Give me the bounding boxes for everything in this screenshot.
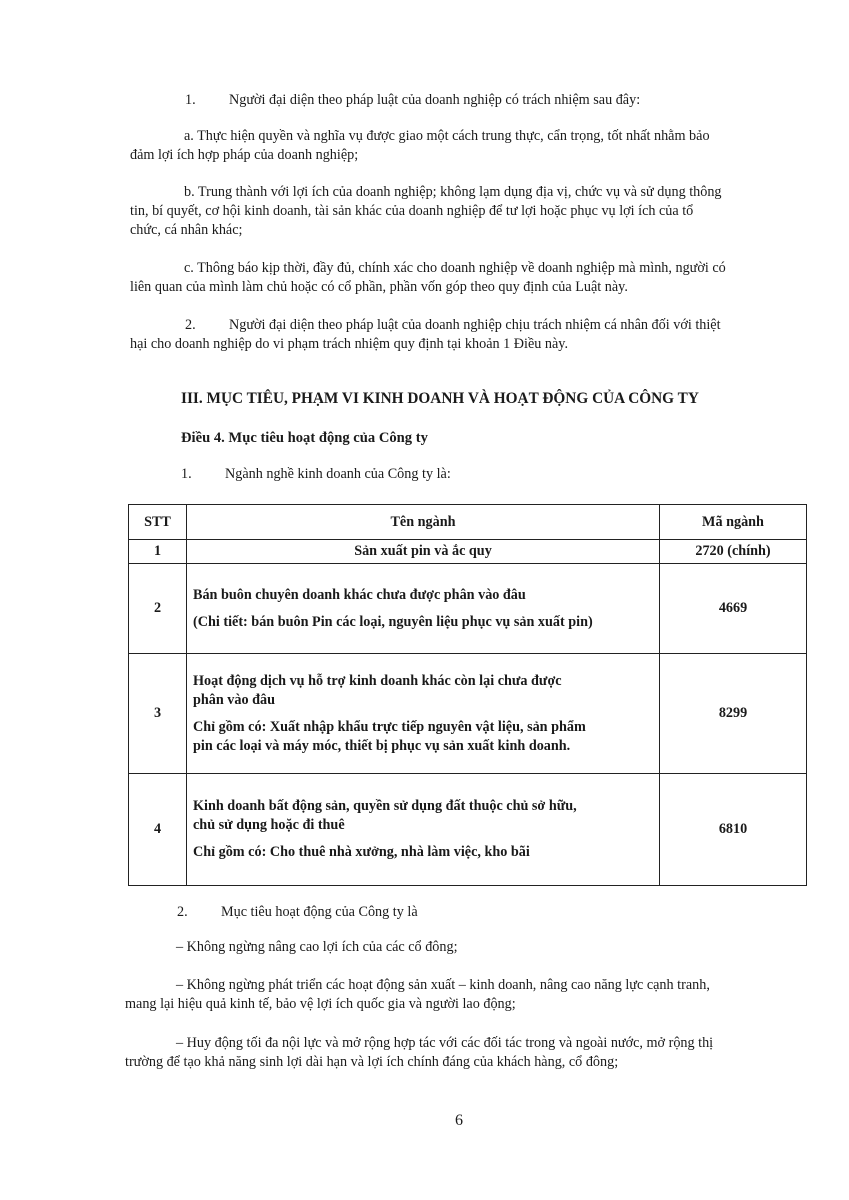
row-name-cell [187,654,660,774]
table-row [129,540,807,564]
row-name-line1: Kinh doanh bất động sản, quyền sử dụng đất thuộc chủ sở hữu, [193,798,577,814]
clause-number: 2. [185,317,196,333]
clause-item-a-line2: đảm lợi ích hợp pháp của doanh nghiệp; [130,147,359,163]
row-stt: 2 [129,564,187,654]
clause-item-b-line1: b. Trung thành với lợi ích của doanh nghiệp; không lạm dụng địa vị, chức vụ và sử dụng thông [184,184,722,200]
clause-text: Mục tiêu hoạt động của Công ty là [221,904,418,920]
table-row [129,774,807,886]
clause-item-b-line2: tin, bí quyết, cơ hội kinh doanh, tài sản khác của doanh nghiệp để tư lợi hoặc phục vụ lợi ích của tổ [130,203,694,219]
row-name: Bán buôn chuyên doanh khác chưa được phân vào đâu [193,586,526,603]
objective-3-line2: trường để tạo khả năng sinh lợi dài hạn và lợi ích chính đáng của khách hàng, cổ đông; [125,1054,619,1070]
clause-text: Người đại diện theo pháp luật của doanh nghiệp chịu trách nhiệm cá nhân đối với thiệt [229,317,721,333]
clause-number: 2. [177,904,188,920]
objective-2-line2: mang lại hiệu quả kinh tế, bảo vệ lợi ích quốc gia và người lao động; [125,996,516,1012]
row-code: 8299 [660,654,807,774]
row-name-cell [187,774,660,886]
row-name-line2: chủ sử dụng hoặc đi thuê [193,817,345,833]
row-detail: (Chi tiết: bán buôn Pin các loại, nguyên liệu phục vụ sản xuất pin) [193,613,593,630]
row-detail-line1: Chỉ gồm có: Xuất nhập khẩu trực tiếp nguyên vật liệu, sản phẩm [193,718,586,735]
clause-number: 1. [185,92,196,108]
objective-3-line1: – Huy động tối đa nội lực và mở rộng hợp tác với các đối tác trong và ngoài nước, mở rộng thị [176,1035,714,1051]
row-stt: 3 [129,654,187,774]
clause-text: Ngành nghề kinh doanh của Công ty là: [225,466,451,482]
row-name-line1: Hoạt động dịch vụ hỗ trợ kinh doanh khác còn lại chưa được [193,672,562,689]
header-stt: STT [129,505,187,540]
header-code: Mã ngành [660,505,807,540]
article-heading: Điều 4. Mục tiêu hoạt động của Công ty [181,430,428,446]
objectives-intro [177,903,418,922]
row-stt: 4 [129,774,187,886]
row-name: Sản xuất pin và ắc quy [187,540,660,564]
clause-text: Người đại diện theo pháp luật của doanh nghiệp có trách nhiệm sau đây: [229,92,641,108]
row-name-cell [187,564,660,654]
business-intro [181,465,451,484]
clause-item-c-line2: liên quan của mình làm chủ hoặc có cổ phần, phần vốn góp theo quy định của Luật này. [130,279,628,295]
row-code: 2720 (chính) [660,540,807,564]
row-code: 4669 [660,564,807,654]
section-heading: III. MỤC TIÊU, PHẠM VI KINH DOANH VÀ HOẠT ĐỘNG CỦA CÔNG TY [181,390,699,407]
row-name-line2: phân vào đâu [193,691,276,708]
clause-number: 1. [181,466,192,482]
clause-1-intro [185,91,640,110]
page-number: 6 [455,1112,463,1129]
row-stt: 1 [129,540,187,564]
clause-item-b-line3: chức, cá nhân khác; [130,222,243,238]
table-header-row [129,505,807,540]
clause-item-c-line1: c. Thông báo kịp thời, đầy đủ, chính xác cho doanh nghiệp về doanh nghiệp mà mình, người có [184,260,726,276]
objective-2-line1: – Không ngừng phát triển các hoạt động sản xuất – kinh doanh, nâng cao năng lực cạnh tranh, [176,977,710,993]
header-name: Tên ngành [187,505,660,540]
row-detail: Chỉ gồm có: Cho thuê nhà xưởng, nhà làm việc, kho bãi [193,844,530,860]
clause-item-a-line1: a. Thực hiện quyền và nghĩa vụ được giao một cách trung thực, cẩn trọng, tốt nhất nhằm bảo [184,128,710,144]
business-lines-table [128,504,807,886]
clause-2-line1 [185,316,721,335]
clause-2-line2: hại cho doanh nghiệp do vi phạm trách nhiệm quy định tại khoản 1 Điều này. [130,336,569,352]
row-code: 6810 [660,774,807,886]
objective-1: – Không ngừng nâng cao lợi ích của các cổ đông; [176,939,458,955]
table-row [129,654,807,774]
table-row [129,564,807,654]
row-detail-line2: pin các loại và máy móc, thiết bị phục vụ sản xuất kinh doanh. [193,737,571,754]
